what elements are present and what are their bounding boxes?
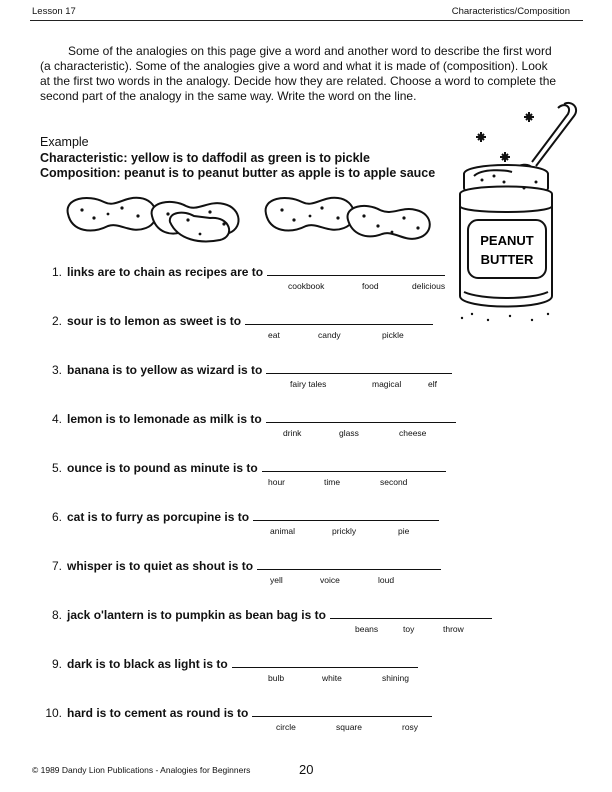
option: time bbox=[324, 477, 341, 487]
question-text: banana is to yellow as wizard is to bbox=[67, 363, 263, 377]
instructions: Some of the analogies on this page give a word and another word to describe the first word (a characteristic). Some of the analogies give a word and what it is made of (composition). Look at the first two words in the analogy. Decide how they are related. Choose a word to complete the second part of the analogy in the same way. Write the word on the line. bbox=[40, 44, 557, 103]
question-6 bbox=[40, 509, 439, 524]
question-9 bbox=[40, 656, 418, 671]
answer-line[interactable] bbox=[252, 705, 432, 717]
answer-line[interactable] bbox=[253, 509, 439, 521]
peanut-butter-jar-illustration bbox=[452, 96, 582, 326]
question-4-options bbox=[283, 428, 426, 438]
option: white bbox=[322, 673, 342, 683]
answer-line[interactable] bbox=[257, 558, 441, 570]
answer-line[interactable] bbox=[266, 411, 456, 423]
option: animal bbox=[270, 526, 296, 536]
question-number: 3. bbox=[51, 363, 62, 377]
jar-label-line2: BUTTER bbox=[480, 252, 534, 267]
option: hour bbox=[268, 477, 286, 487]
question-number: 1. bbox=[51, 265, 62, 279]
question-6-options bbox=[270, 526, 409, 536]
option: yell bbox=[270, 575, 283, 585]
header-rule bbox=[30, 20, 583, 21]
question-10 bbox=[40, 705, 432, 720]
example-heading: Example bbox=[40, 135, 89, 149]
answer-line[interactable] bbox=[245, 313, 433, 325]
question-2 bbox=[40, 313, 433, 328]
question-10-options bbox=[276, 722, 418, 732]
option: loud bbox=[378, 575, 395, 585]
example-composition: Composition: peanut is to peanut butter as apple is to apple sauce bbox=[40, 166, 436, 180]
question-4 bbox=[40, 411, 456, 426]
question-9-options bbox=[268, 673, 409, 683]
question-text: links are to chain as recipes are to bbox=[67, 265, 264, 279]
lesson-label: Lesson 17 bbox=[32, 6, 76, 17]
question-text: jack o'lantern is to pumpkin as bean bag is to bbox=[67, 608, 326, 622]
option: beans bbox=[355, 624, 379, 634]
answer-line[interactable] bbox=[266, 362, 452, 374]
question-number: 4. bbox=[51, 412, 62, 426]
question-number: 8. bbox=[51, 608, 62, 622]
question-number: 9. bbox=[51, 657, 62, 671]
option: delicious bbox=[412, 281, 446, 291]
question-8 bbox=[40, 607, 492, 622]
answer-line[interactable] bbox=[330, 607, 492, 619]
question-text: dark is to black as light is to bbox=[67, 657, 228, 671]
question-text: lemon is to lemonade as milk is to bbox=[67, 412, 262, 426]
option: fairy tales bbox=[290, 379, 327, 389]
question-8-options bbox=[355, 624, 464, 634]
question-text: whisper is to quiet as shout is to bbox=[67, 559, 254, 573]
question-number: 10. bbox=[45, 706, 62, 720]
topic-label: Characteristics/Composition bbox=[451, 6, 570, 17]
answer-line[interactable] bbox=[267, 264, 445, 276]
option: second bbox=[380, 477, 408, 487]
question-5-options bbox=[268, 477, 407, 487]
option: square bbox=[336, 722, 362, 732]
option: candy bbox=[318, 330, 341, 340]
option: elf bbox=[428, 379, 437, 389]
question-7-options bbox=[270, 575, 394, 585]
question-text: hard is to cement as round is to bbox=[67, 706, 249, 720]
option: rosy bbox=[402, 722, 419, 732]
option: pickle bbox=[382, 330, 404, 340]
option: cookbook bbox=[288, 281, 325, 291]
option: glass bbox=[339, 428, 359, 438]
question-text: cat is to furry as porcupine is to bbox=[67, 510, 250, 524]
question-1 bbox=[40, 264, 445, 279]
question-3-options bbox=[290, 379, 437, 389]
option: voice bbox=[320, 575, 340, 585]
option: shining bbox=[382, 673, 409, 683]
question-text: ounce is to pound as minute is to bbox=[67, 461, 258, 475]
question-1-options bbox=[288, 281, 445, 291]
question-number: 7. bbox=[51, 559, 62, 573]
option: eat bbox=[268, 330, 280, 340]
option: throw bbox=[443, 624, 464, 634]
answer-line[interactable] bbox=[232, 656, 418, 668]
jar-label-line1: PEANUT bbox=[480, 233, 534, 248]
peanuts-illustration bbox=[60, 188, 440, 246]
option: magical bbox=[372, 379, 402, 389]
question-2-options bbox=[268, 330, 404, 340]
question-number: 6. bbox=[51, 510, 62, 524]
question-3 bbox=[40, 362, 452, 377]
option: bulb bbox=[268, 673, 285, 683]
question-5 bbox=[40, 460, 446, 475]
question-7 bbox=[40, 558, 441, 573]
question-number: 2. bbox=[51, 314, 62, 328]
copyright: © 1989 Dandy Lion Publications - Analogies for Beginners bbox=[32, 765, 251, 775]
option: toy bbox=[403, 624, 415, 634]
option: prickly bbox=[332, 526, 357, 536]
page-number: 20 bbox=[299, 762, 314, 777]
question-text: sour is to lemon as sweet is to bbox=[67, 314, 242, 328]
option: cheese bbox=[399, 428, 427, 438]
question-number: 5. bbox=[51, 461, 62, 475]
option: drink bbox=[283, 428, 302, 438]
example-characteristic: Characteristic: yellow is to daffodil as green is to pickle bbox=[40, 151, 370, 165]
option: circle bbox=[276, 722, 296, 732]
option: food bbox=[362, 281, 379, 291]
answer-line[interactable] bbox=[262, 460, 446, 472]
option: pie bbox=[398, 526, 410, 536]
